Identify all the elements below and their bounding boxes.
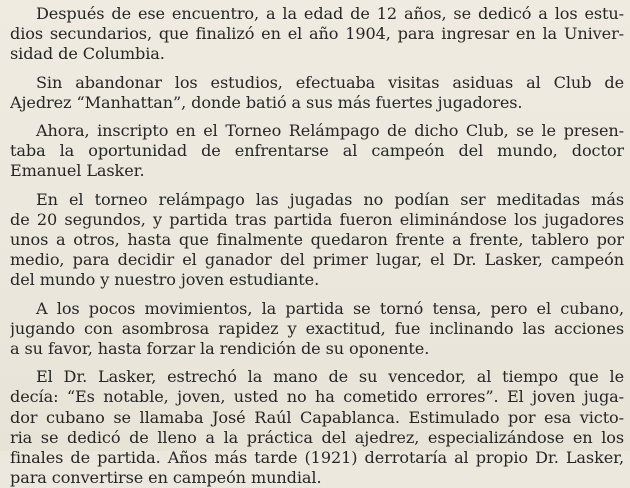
paragraph-3	[10, 121, 624, 182]
text-line: de 20 segundos, y partida tras partida fueron eliminándose los jugadores	[10, 209, 624, 229]
text-line: decía: “Es notable, joven, usted no ha cometido errores”. El joven juga-	[10, 387, 624, 407]
text-line: El Dr. Lasker, estrechó la mano de su vencedor, al tiempo que le	[36, 367, 624, 387]
text-line: A los pocos movimientos, la partida se tornó tensa, pero el cubano,	[36, 298, 624, 318]
text-line: dios secundarios, que finalizó en el año 1904, para ingresar en la Univer-	[10, 24, 624, 44]
paragraph-2	[10, 73, 624, 113]
text-line: Sin abandonar los estudios, efectuaba visitas asiduas al Club de	[36, 72, 624, 92]
text-line: Después de ese encuentro, a la edad de 12 años, se dedicó a los estu-	[36, 4, 624, 23]
text-line: medio, para decidir el ganador del primer lugar, el Dr. Lasker, campeón	[10, 250, 624, 270]
text-line: Ahora, inscripto en el Torneo Relámpago de dicho Club, se le presen-	[36, 121, 624, 141]
text-line: Emanuel Lasker.	[10, 161, 145, 181]
text-line: para convertirse en campeón mundial.	[10, 468, 322, 488]
text-line: a su favor, hasta forzar la rendición de su oponente.	[10, 339, 430, 359]
text-line: ria se dedicó de lleno a la práctica del ajedrez, especializándose en los	[10, 427, 624, 447]
text-line: finales de partida. Años más tarde (1921) derrotaría al propio Dr. Lasker,	[10, 448, 624, 468]
text-line: sidad de Columbia.	[10, 44, 165, 64]
text-line: del mundo y nuestro joven estudiante.	[10, 270, 320, 290]
text-line: taba la oportunidad de enfrentarse al campeón del mundo, doctor	[10, 141, 624, 161]
paragraph-6	[10, 367, 624, 488]
text-line: Ajedrez “Manhattan”, donde batió a sus más fuertes jugadores.	[10, 92, 523, 112]
text-line: unos a otros, hasta que finalmente quedaron frente a frente, tablero por	[10, 230, 624, 250]
paragraph-1	[10, 4, 624, 65]
text-line: En el torneo relámpago las jugadas no podían ser meditadas más	[36, 189, 624, 209]
paragraph-5	[10, 299, 624, 360]
paragraph-4	[10, 190, 624, 291]
text-line: dor cubano se llamaba José Raúl Capablanca. Estimulado por esa victo-	[10, 407, 624, 427]
text-line: jugando con asombrosa rapidez y exactitud, fue inclinando las acciones	[10, 318, 624, 338]
